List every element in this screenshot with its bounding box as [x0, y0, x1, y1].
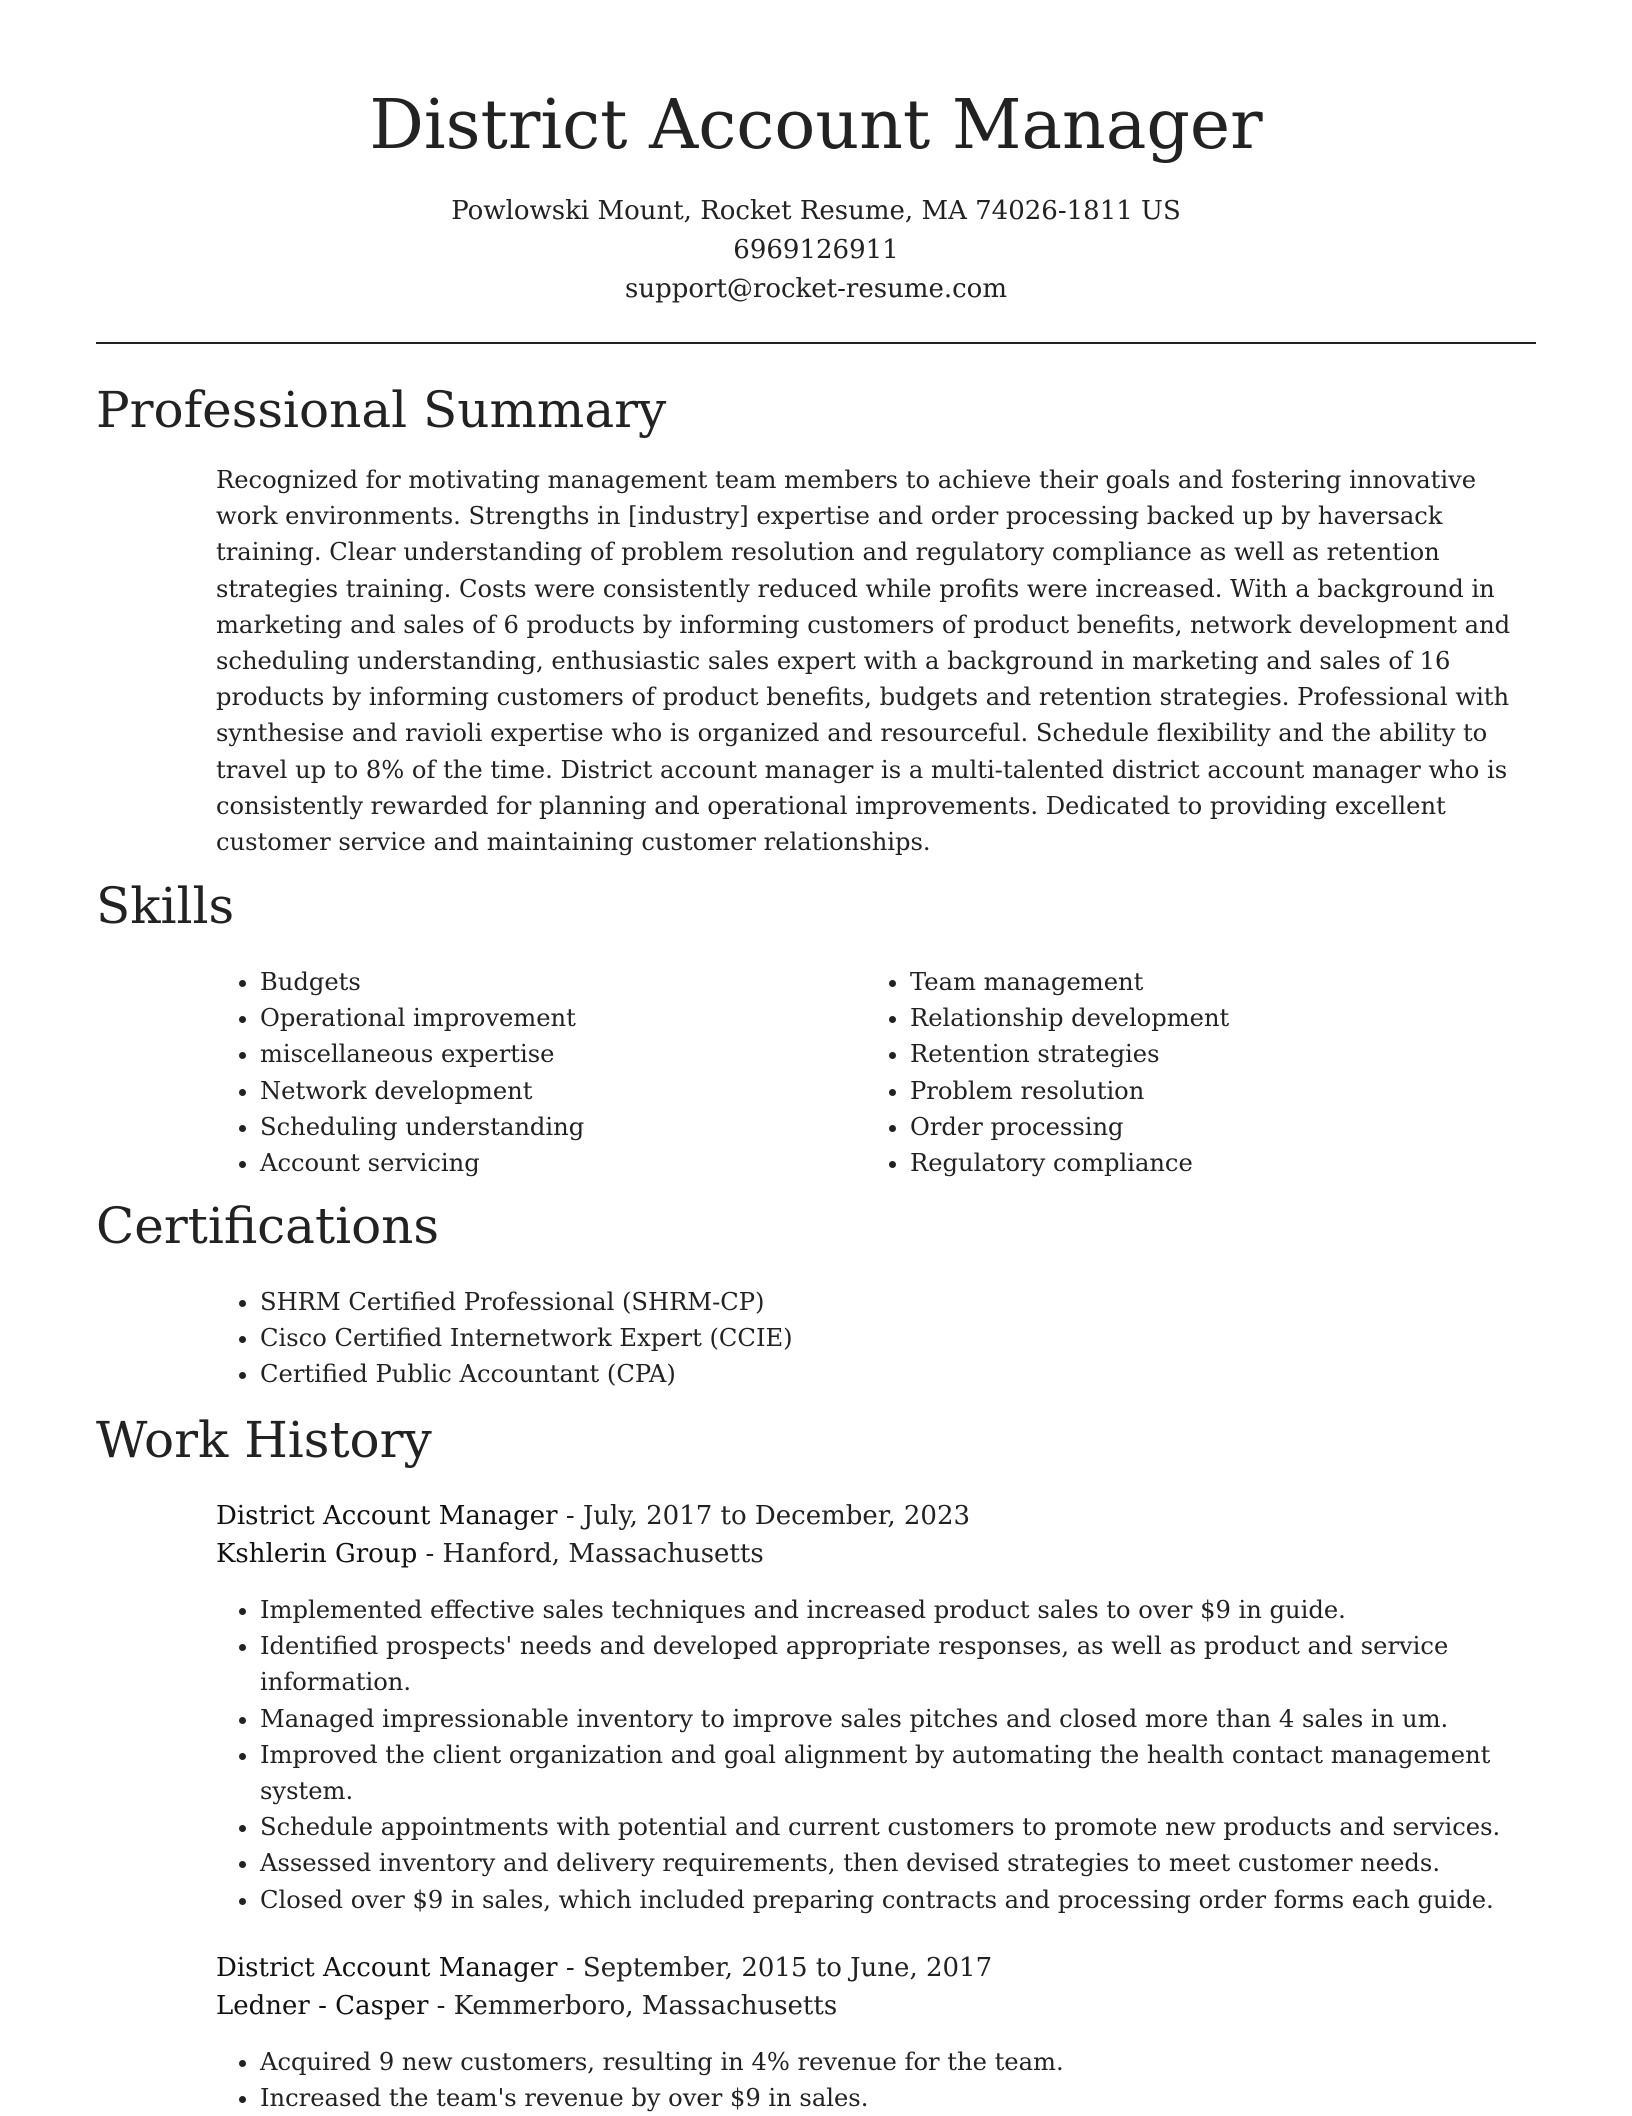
job-location: - Hanford, Massachusetts [417, 1539, 764, 1569]
list-item: • Account servicing [260, 1145, 860, 1181]
summary-heading: Professional Summary [96, 381, 667, 439]
resume-title: District Account Manager [369, 86, 1263, 165]
job-company: Kshlerin Group [216, 1539, 418, 1569]
job-company-line [216, 1535, 764, 1573]
job-title: District Account Manager [216, 1501, 558, 1531]
certifications-list [216, 1284, 1540, 1393]
summary-text: Recognized for motivating management team members to achieve their goals and fostering innovative work environments. Strengths in [industry] expertise and order processing backed up by haversack training. Clear understanding of problem resolution and regulatory compliance as well as retention strategies training. Costs were consistently reduced while profits were increased. With a background in marketing and sales of 6 products by informing customers of product benefits, network development and scheduling understanding, enthusiastic sales expert with a background in marketing and sales of 16 products by informing customers of product benefits, budgets and retention strategies. Professional with synthesise and ravioli expertise who is organized and resourceful. Schedule flexibility and the ability to travel up to 8% of the time. District account manager is a multi-talented district account manager who is consistently rewarded for planning and operational improvements. Dedicated to providing excellent customer service and maintaining customer relationships. [216, 466, 1511, 857]
list-item: • Closed over $9 in sales, which included preparing contracts and processing order forms each guide. [260, 1882, 1580, 1918]
job-dates: - September, 2015 to June, 2017 [557, 1953, 993, 1983]
list-item: • Certified Public Accountant (CPA) [260, 1356, 1540, 1392]
skills-list-left [216, 964, 860, 1181]
list-item: • Team management [910, 964, 1550, 1000]
list-item: • Implemented effective sales techniques and increased product sales to over $9 in guide. [260, 1592, 1580, 1628]
job-title-line [216, 1949, 992, 1987]
job-bullets [216, 2044, 1580, 2116]
list-item: • Identified prospects' needs and developed appropriate responses, as well as product and service information. [260, 1628, 1580, 1700]
header-divider [96, 342, 1536, 344]
job-bullets [216, 1592, 1580, 1918]
list-item: • Budgets [260, 964, 860, 1000]
list-item: • Relationship development [910, 1000, 1550, 1036]
job-title: District Account Manager [216, 1953, 558, 1983]
job-dates: - July, 2017 to December, 2023 [557, 1501, 971, 1531]
list-item: • Order processing [910, 1109, 1550, 1145]
job-location: - Kemmerboro, Massachusetts [428, 1991, 838, 2021]
list-item: • Retention strategies [910, 1036, 1550, 1072]
list-item: • Operational improvement [260, 1000, 860, 1036]
list-item: • Acquired 9 new customers, resulting in 4% revenue for the team. [260, 2044, 1580, 2080]
list-item: • Schedule appointments with potential and current customers to promote new products and services. [260, 1809, 1580, 1845]
list-item: • Problem resolution [910, 1073, 1550, 1109]
contact-phone: 6969126911 [733, 235, 899, 265]
list-item: • Assessed inventory and delivery requirements, then devised strategies to meet customer needs. [260, 1845, 1580, 1881]
job-company: Ledner - Casper [216, 1991, 429, 2021]
job-title-line [216, 1497, 970, 1535]
list-item: • SHRM Certified Professional (SHRM-CP) [260, 1284, 1540, 1320]
skills-heading: Skills [96, 877, 235, 935]
contact-email: support@rocket-resume.com [624, 274, 1007, 304]
list-item: • Cisco Certified Internetwork Expert (CCIE) [260, 1320, 1540, 1356]
list-item: • Managed impressionable inventory to improve sales pitches and closed more than 4 sales in um. [260, 1701, 1580, 1737]
list-item: • Regulatory compliance [910, 1145, 1550, 1181]
list-item: • miscellaneous expertise [260, 1036, 860, 1072]
skills-list-right [866, 964, 1550, 1181]
list-item: • Increased the team's revenue by over $9 in sales. [260, 2080, 1580, 2116]
list-item: • Scheduling understanding [260, 1109, 860, 1145]
contact-address: Powlowski Mount, Rocket Resume, MA 74026-1811 US [451, 196, 1181, 226]
list-item: • Network development [260, 1073, 860, 1109]
list-item: • Improved the client organization and goal alignment by automating the health contact management system. [260, 1737, 1580, 1809]
job-company-line [216, 1987, 837, 2025]
contact-block [0, 192, 1632, 309]
certifications-heading: Certifications [96, 1197, 440, 1255]
work-history-heading: Work History [96, 1411, 432, 1469]
